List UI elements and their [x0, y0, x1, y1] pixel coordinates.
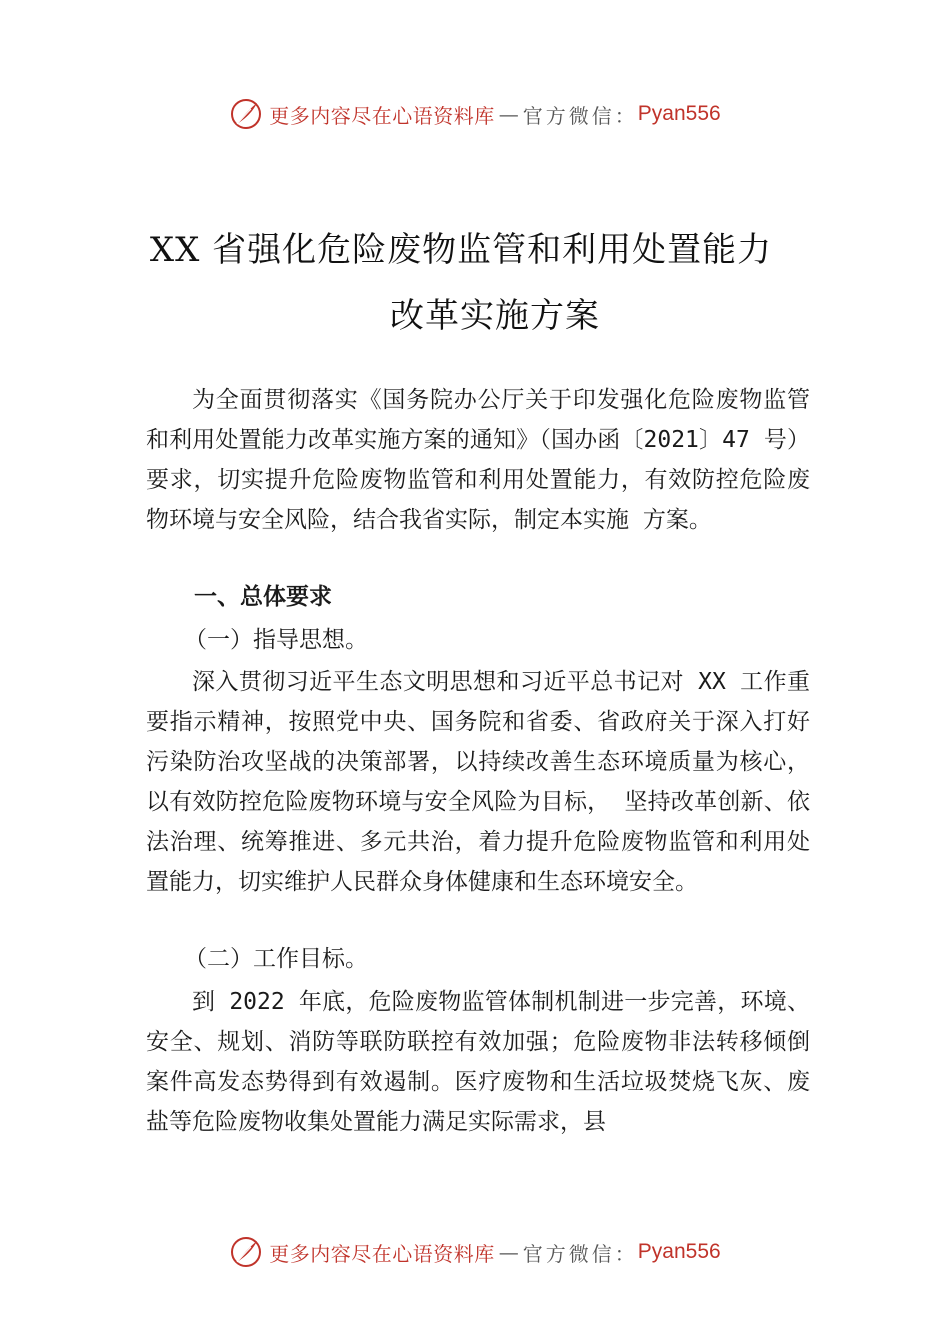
feather-pen-icon [229, 1235, 263, 1269]
intro-paragraph [146, 380, 810, 540]
watermark-separator: — [498, 1240, 519, 1264]
watermark-contact-id: Pyan556 [637, 102, 721, 125]
subheading-work-goals: （二）工作目标。 [184, 946, 368, 972]
watermark-brand: 更多内容尽在心语资料库 [269, 103, 495, 128]
watermark-footer [0, 1232, 950, 1272]
watermark-contact-label: 官方微信： [522, 1241, 638, 1266]
work-goals-text: 到 2022 年底，危险废物监管体制机制进一步完善，环境、安全、规划、消防等联防联控有效加强；危险废物非法转移倾倒案件高发态势得到有效遏制。医疗废物和生活垃圾焚烧飞灰、废盐等危险废物收集处置能力满足实际需求，县 [146, 989, 810, 1135]
feather-pen-icon [229, 97, 263, 131]
watermark-separator: — [498, 102, 519, 126]
watermark-contact-label: 官方微信： [522, 103, 638, 128]
document-title-line2: 改革实施方案 [390, 296, 600, 336]
document-title-line1: XX 省强化危险废物监管和利用处置能力 [149, 230, 773, 270]
guiding-ideology-paragraph [146, 662, 810, 902]
watermark-brand: 更多内容尽在心语资料库 [269, 1241, 495, 1266]
watermark-contact-id: Pyan556 [637, 1240, 721, 1263]
subheading-guiding-ideology: （一）指导思想。 [184, 627, 368, 653]
watermark-header [0, 94, 950, 134]
work-goals-paragraph [146, 982, 810, 1142]
intro-text: 为全面贯彻落实《国务院办公厅关于印发强化危险废物监管和利用处置能力改革实施方案的通知》（国办函〔2021〕47 号）要求，切实提升危险废物监管和利用处置能力，有效防控危险废物环境与安全风险，结合我省实际，制定本实施 方案。 [146, 387, 810, 533]
guiding-ideology-text: 深入贯彻习近平生态文明思想和习近平总书记对 XX 工作重要指示精神，按照党中央、国务院和省委、省政府关于深入打好污染防治攻坚战的决策部署，以持续改善生态环境质量为核心，以有效防控危险废物环境与安全风险为目标， 坚持改革创新、依法治理、统筹推进、多元共治，着力提升危险废物监管和利用处置能力，切实维护人民群众身体健康和生态环境安全。 [146, 669, 810, 895]
section-heading-overall-requirements: 一、总体要求 [194, 584, 332, 610]
